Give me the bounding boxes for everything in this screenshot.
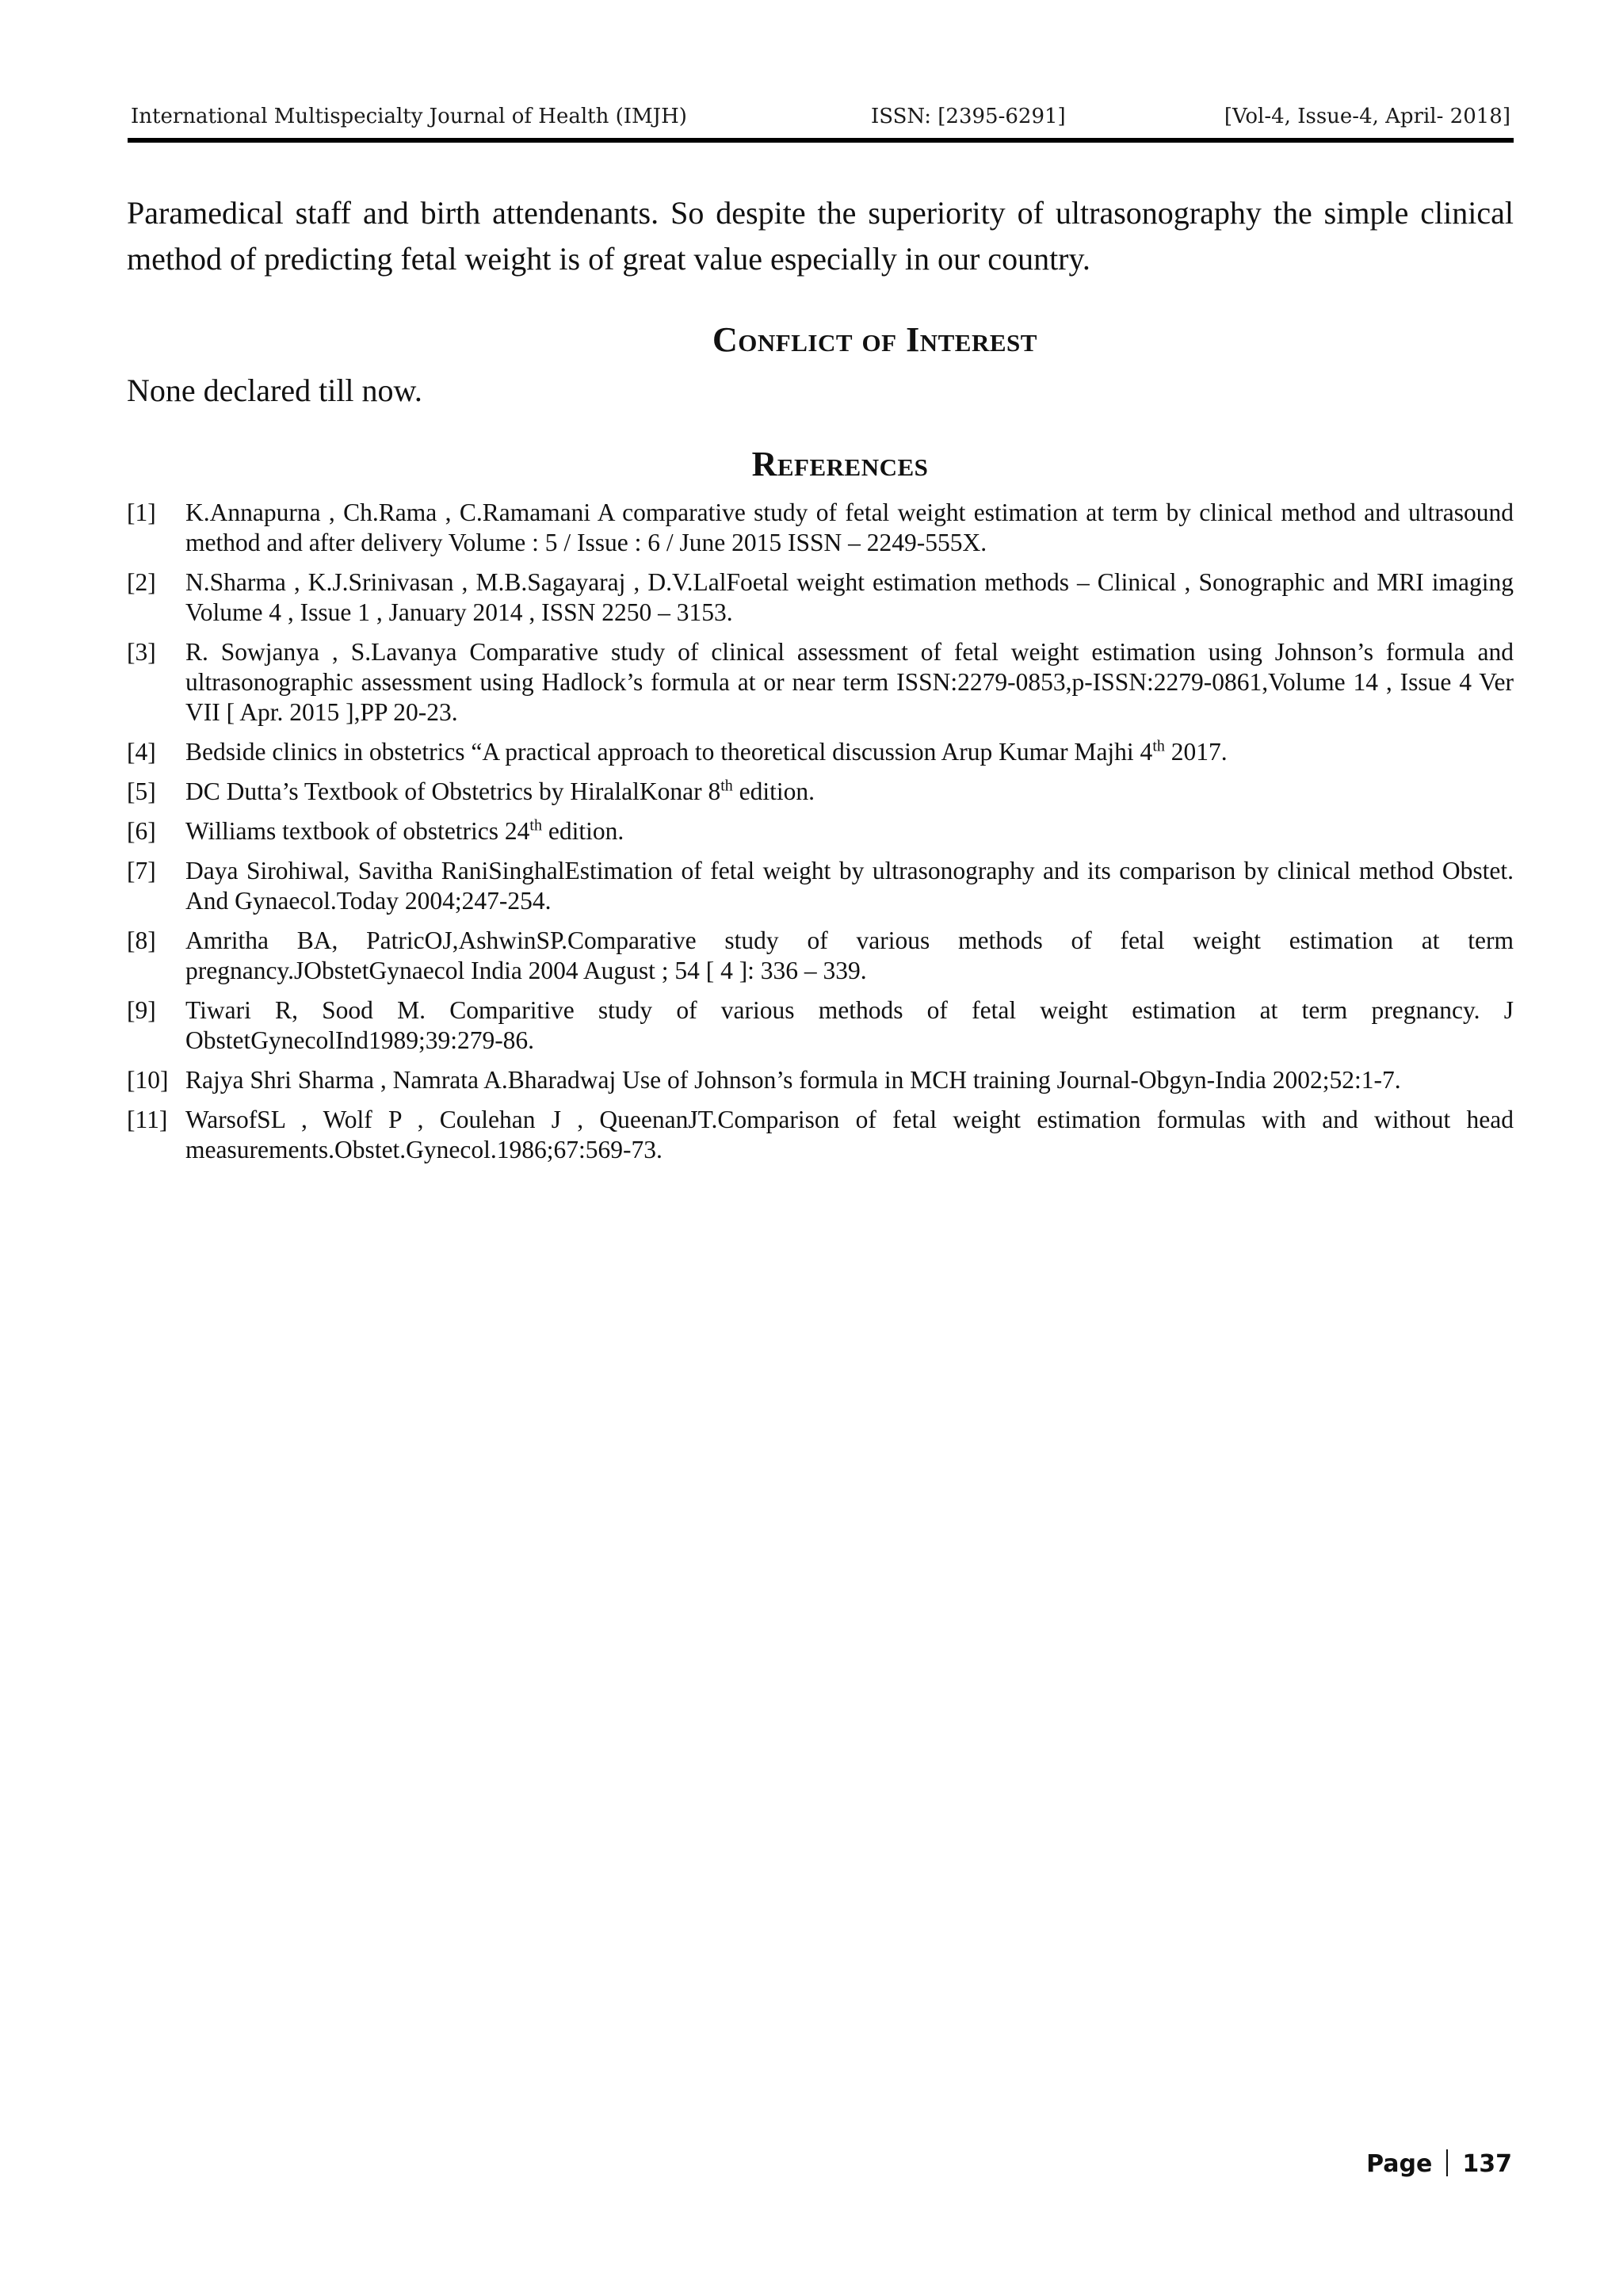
journal-volume: [Vol-4, Issue-4, April- 2018] — [1224, 105, 1510, 128]
conflict-of-interest-heading: Conflict of Interest — [712, 320, 1037, 359]
reference-number: [10] — [127, 1066, 169, 1094]
reference-item — [127, 637, 1514, 728]
body-paragraph: Paramedical staff and birth attendenants. So despite the superiority of ultrasonography the simple clinical method of predicting fetal weight is of great value especially in our country. — [127, 195, 1514, 277]
reference-superscript: th — [720, 777, 733, 795]
reference-text: Amritha BA, PatricOJ,AshwinSP.Comparative study of various methods of fetal weight estimation at term pregnancy.JObstetGynaecol India 2004 August ; 54 [ 4 ]: 336 – 339. — [185, 926, 1514, 984]
header-rule — [128, 138, 1514, 143]
reference-text: K.Annapurna , Ch.Rama , C.Ramamani A comparative study of fetal weight estimation at term by clinical method and ultrasound method and after delivery Volume : 5 / Issue : 6 / June 2015 ISSN – 2249-555X. — [185, 499, 1514, 556]
reference-text: DC Dutta’s Textbook of Obstetrics by HiralalKonar 8 — [185, 777, 721, 805]
reference-text: Bedside clinics in obstetrics “A practical approach to theoretical discussion Arup Kumar Majhi 4 — [185, 738, 1153, 766]
reference-number: [5] — [127, 777, 156, 805]
reference-number: [3] — [127, 638, 156, 666]
reference-item — [127, 498, 1514, 558]
reference-item — [127, 816, 1514, 846]
reference-number: [7] — [127, 857, 156, 884]
reference-item — [127, 1065, 1514, 1095]
page-label: Page — [1366, 2150, 1433, 2178]
reference-item — [127, 926, 1514, 986]
reference-text: WarsofSL , Wolf P , Coulehan J , QueenanJT.Comparison of fetal weight estimation formulas with and without head measurements.Obstet.Gynecol.1986;67:569-73. — [185, 1106, 1514, 1163]
reference-text: Williams textbook of obstetrics 24 — [185, 817, 530, 845]
reference-text: R. Sowjanya , S.Lavanya Comparative study of clinical assessment of fetal weight estimation using Johnson’s formula and ultrasonographic assessment using Hadlock’s formula at or near term ISSN:2279-0853,p-ISSN:2279-0861,Volume 14 , Issue 4 Ver VII [ Apr. 2015 ],PP 20-23. — [185, 638, 1514, 726]
reference-number: [9] — [127, 996, 156, 1024]
reference-text: N.Sharma , K.J.Srinivasan , M.B.Sagayaraj , D.V.LalFoetal weight estimation methods – Clinical , Sonographic and MRI imaging Volume 4 , Issue 1 , January 2014 , ISSN 2250 – 3153. — [185, 568, 1514, 626]
reference-number: [2] — [127, 568, 156, 596]
reference-item — [127, 777, 1514, 807]
journal-issn: ISSN: [2395-6291] — [871, 105, 1066, 128]
reference-superscript: th — [1152, 737, 1165, 755]
reference-text: Daya Sirohiwal, Savitha RaniSinghalEstimation of fetal weight by ultrasonography and its comparison by clinical method Obstet. And Gynaecol.Today 2004;247-254. — [185, 857, 1514, 915]
references-heading: References — [751, 445, 929, 483]
page-separator — [1446, 2149, 1448, 2176]
reference-item — [127, 856, 1514, 916]
reference-text: Rajya Shri Sharma , Namrata A.Bharadwaj Use of Johnson’s formula in MCH training Journal-Obgyn-India 2002;52:1-7. — [185, 1066, 1401, 1094]
reference-text-tail: edition. — [732, 777, 815, 805]
running-header — [129, 98, 1512, 138]
journal-name: International Multispecialty Journal of Health (IMJH) — [131, 105, 687, 128]
reference-number: [1] — [127, 499, 156, 526]
reference-superscript: th — [529, 816, 542, 835]
reference-number: [6] — [127, 817, 156, 845]
reference-text-tail: edition. — [541, 817, 624, 845]
page-footer — [1366, 2149, 1512, 2178]
reference-item — [127, 1105, 1514, 1165]
reference-number: [8] — [127, 926, 156, 954]
conflict-of-interest-text: None declared till now. — [127, 372, 422, 408]
reference-list — [127, 498, 1514, 1175]
reference-text-tail: 2017. — [1164, 738, 1228, 766]
reference-text: Tiwari R, Sood M. Comparitive study of various methods of fetal weight estimation at term pregnancy. J ObstetGynecolInd1989;39:279-86. — [185, 996, 1514, 1054]
reference-item — [127, 567, 1514, 628]
reference-item — [127, 995, 1514, 1056]
reference-number: [4] — [127, 738, 156, 766]
page-number: 137 — [1462, 2150, 1512, 2178]
reference-item — [127, 737, 1514, 767]
reference-number: [11] — [127, 1106, 168, 1133]
